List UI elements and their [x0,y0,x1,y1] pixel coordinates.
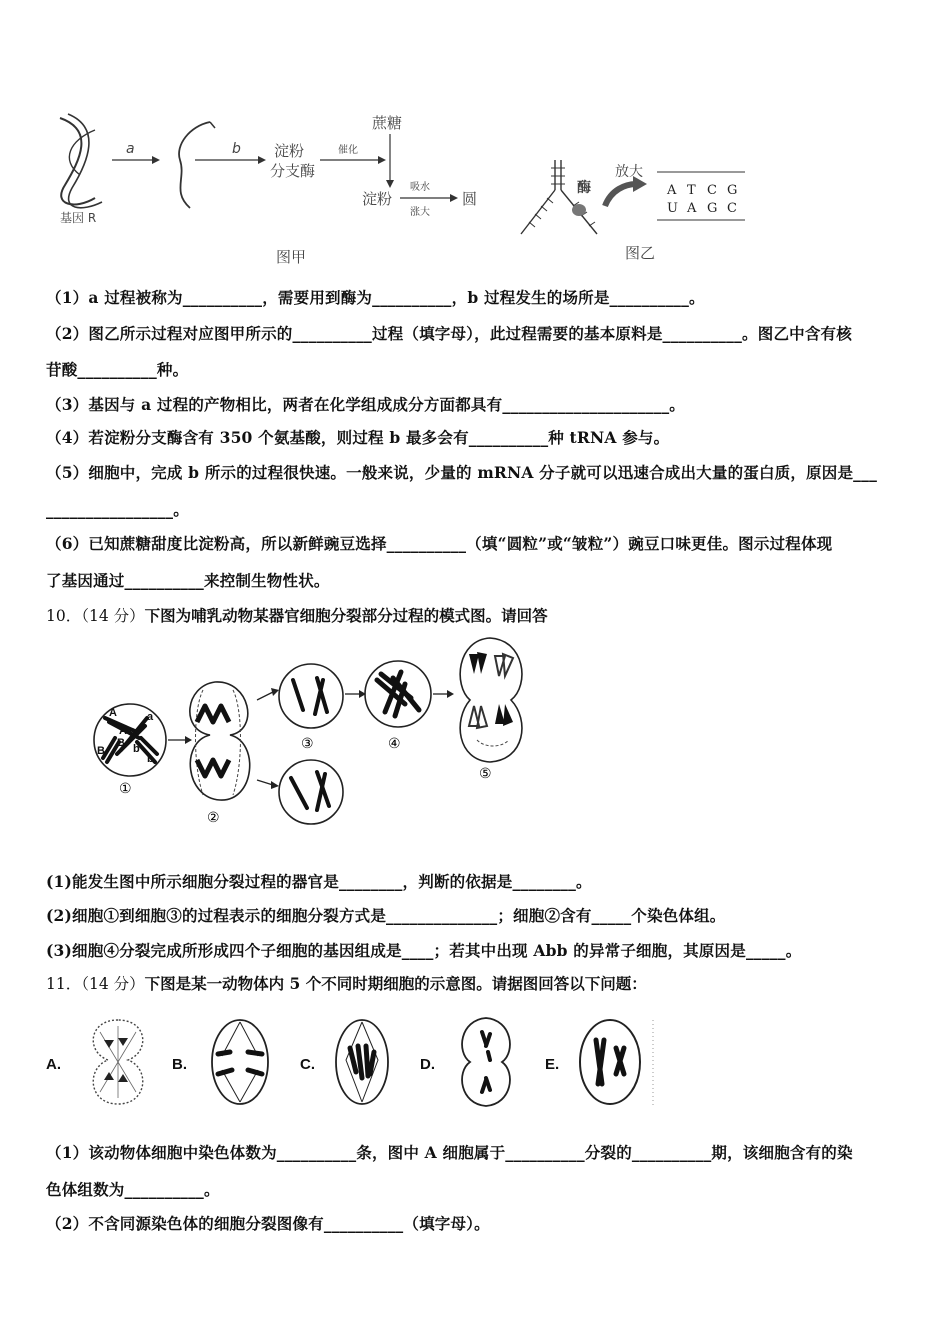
absorb-label: 吸水 [410,182,430,193]
q10-heading [46,604,548,626]
cell-d-label: D. [420,1056,435,1073]
arrow-b-label: b [232,141,241,157]
cell-e [580,1020,640,1104]
gene-label: 基因 R [60,211,97,225]
cell-b-label: B. [172,1056,187,1073]
enzyme-line2: 分支酶 [270,162,316,180]
base-dna: G [727,183,738,198]
q11-stem: 下图是某一动物体内 5 个不同时期细胞的示意图。请据图回答以下问题： [144,974,647,993]
cell-label-1: ① [119,781,132,797]
base-rna: A [687,201,697,216]
gene-letter: b [147,753,154,765]
figure-yi [515,150,755,265]
enzyme-line1: 淀粉 [274,142,305,160]
catalyze-label: 催化 [338,145,358,156]
cell-a-label: A. [46,1056,61,1073]
q10-score: （14 分） [81,607,145,625]
q9-line-4: （3）基因与 a 过程的产物相比，两者在化学组成成分方面都具有_____________________。 [46,395,685,414]
figure-jia [40,100,510,270]
starch-label: 淀粉 [362,190,393,208]
cell-label-2: ② [207,810,220,826]
q9-line-1: （1）a 过程被称为__________，需要用到酶为__________，b 过程发生的场所是__________。 [46,288,705,307]
q11-question-2: （2）不含同源染色体的细胞分裂图像有__________（填字母）。 [46,1214,490,1233]
figure-yi-caption: 图乙 [625,244,656,262]
gene-letter: A [119,725,127,737]
q11-heading [46,972,647,994]
q10-question-2: (2)细胞①到细胞③的过程表示的细胞分裂方式是______________；细胞②含有_____个染色体组。 [46,906,726,925]
q11-score: （14 分） [81,975,145,993]
base-row-2 [667,201,737,216]
base-rna: G [707,201,718,216]
base-rna: U [667,201,678,216]
arrow-a-label: a [126,141,135,157]
gene-letter: a [147,711,154,723]
q11-question-1-cont: 色体组数为__________。 [46,1180,220,1199]
cell-3b [279,760,343,824]
q11-number: 11． [46,975,82,993]
q10-number: 10． [46,607,82,625]
base-dna: A [667,183,677,198]
gene-letter: B [117,737,125,749]
round-label: 圆 [462,190,478,208]
cell-label-3: ③ [301,736,314,752]
gene-letter: A [109,707,117,719]
q9-line-7: ________________。 [46,500,189,519]
q10-question-1: (1)能发生图中所示细胞分裂过程的器官是________，判断的依据是________。 [46,872,592,891]
gene-letter: B [97,745,105,757]
figure-cell-division [85,630,545,830]
enlarge-label: 放大 [615,164,643,180]
q9-line-5: （4）若淀粉分支酶含有 350 个氨基酸，则过程 b 最多会有__________种 tRNA 参与。 [46,428,670,447]
base-dna: T [687,183,696,198]
cell-label-5: ⑤ [479,766,492,782]
q10-stem: 下图为哺乳动物某器官细胞分裂部分过程的模式图。请回答 [144,606,548,625]
cell-c-label: C. [300,1056,315,1073]
q9-line-9: 了基因通过__________来控制生物性状。 [46,571,330,590]
q9-line-2: （2）图乙所示过程对应图甲所示的__________过程（填字母），此过程需要的基本原料是__________。图乙中含有核 [46,324,852,343]
enzyme-yi-label: 酶 [577,180,591,196]
q9-line-6: （5）细胞中，完成 b 所示的过程很快速。一般来说，少量的 mRNA 分子就可以迅速合成出大量的蛋白质，原因是___ [46,463,878,482]
gene-letter: a [129,725,136,737]
q9-line-8: （6）已知蔗糖甜度比淀粉高，所以新鲜豌豆选择__________（填“圆粒”或“皱粒”）豌豆口味更佳。图示过程体现 [46,534,833,553]
cell-b [212,1020,268,1104]
cell-e-label: E. [545,1056,560,1073]
gene-letter: b [133,743,140,755]
figure-five-cells [78,1012,668,1112]
cell-label-4: ④ [388,736,401,752]
base-row-1 [666,183,737,198]
base-rna: C [727,201,737,216]
q9-line-3: 苷酸__________种。 [46,360,189,379]
q10-question-3: (3)细胞④分裂完成所形成四个子细胞的基因组成是____；若其中出现 Abb 的异常子细胞，其原因是_____。 [46,941,802,960]
figure-jia-caption: 图甲 [276,248,307,266]
cell-3 [279,664,343,728]
cell-d [462,1018,510,1106]
sucrose-label: 蔗糖 [372,114,403,132]
swell-label: 涨大 [410,207,430,218]
q11-question-1: （1）该动物体细胞中染色体数为__________条，图中 A 细胞属于__________分裂的__________期，该细胞含有的染 [46,1143,853,1162]
cell-5 [460,638,522,762]
base-dna: C [707,183,717,198]
cell-4 [365,661,431,727]
